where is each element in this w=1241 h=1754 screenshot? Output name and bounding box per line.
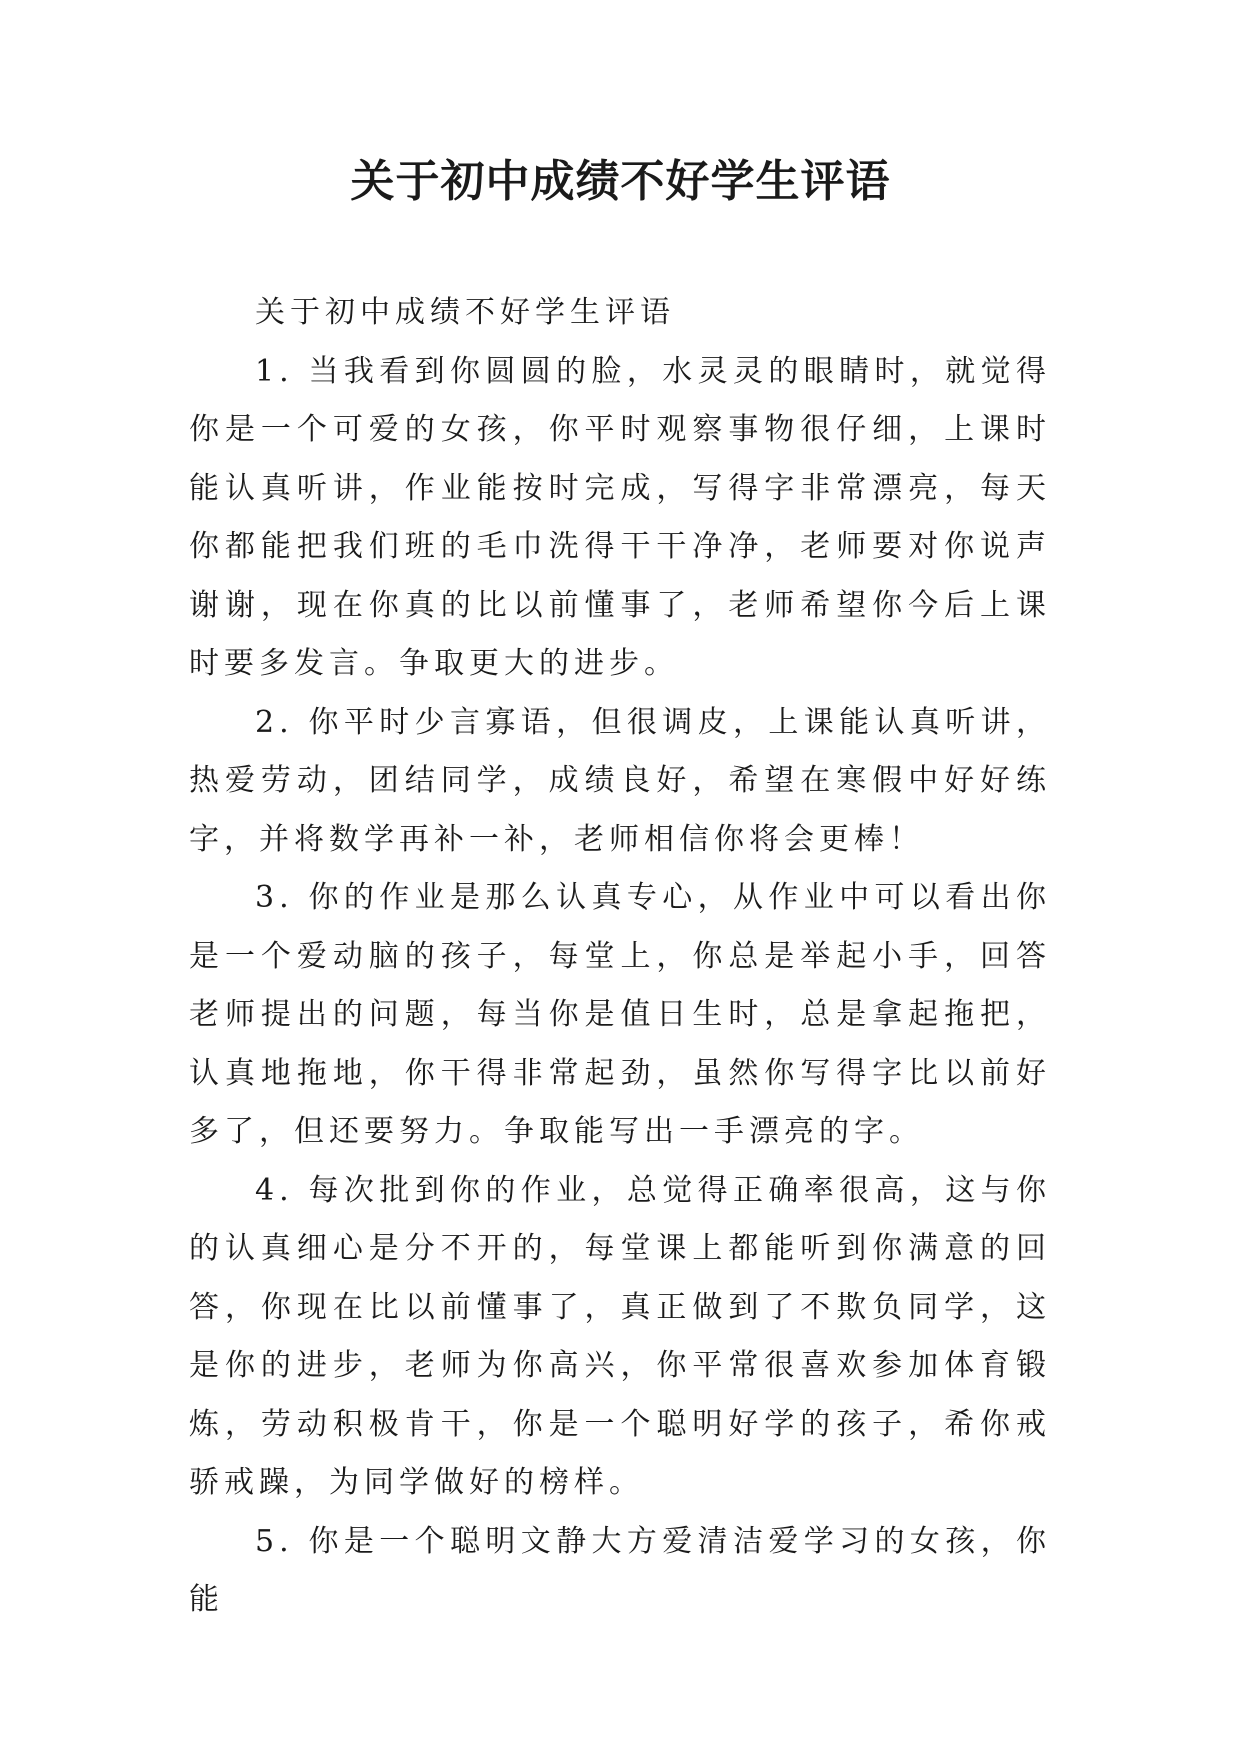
- comment-paragraph-1: 1. 当我看到你圆圆的脸，水灵灵的眼睛时，就觉得你是一个可爱的女孩，你平时观察事物很仔细，上课时能认真听讲，作业能按时完成，写得字非常漂亮，每天你都能把我们班的毛巾洗得干干净净，老师要对你说声谢谢，现在你真的比以前懂事了，老师希望你今后上课时要多发言。争取更大的进步。: [189, 353, 1051, 681]
- comment-paragraph-5: 5. 你是一个聪明文静大方爱清洁爱学习的女孩，你能: [189, 1523, 1051, 1617]
- comment-paragraph-2: 2. 你平时少言寡语，但很调皮，上课能认真听讲，热爱劳动，团结同学，成绩良好，希望在寒假中好好练字，并将数学再补一补，老师相信你将会更棒！: [189, 704, 1051, 857]
- document-subtitle: 关于初中成绩不好学生评语: [255, 295, 675, 330]
- comment-paragraph-3: 3. 你的作业是那么认真专心，从作业中可以看出你是一个爱动脑的孩子，每堂上，你总是举起小手，回答老师提出的问题，每当你是值日生时，总是拿起拖把，认真地拖地，你干得非常起劲，虽然你写得字比以前好多了，但还要努力。争取能写出一手漂亮的字。: [189, 880, 1051, 1149]
- comment-paragraph-4: 4. 每次批到你的作业，总觉得正确率很高，这与你的认真细心是分不开的，每堂课上都能听到你满意的回答，你现在比以前懂事了，真正做到了不欺负同学，这是你的进步，老师为你高兴，你平常很喜欢参加体育锻炼，劳动积极肯干，你是一个聪明好学的孩子，希你戒骄戒躁，为同学做好的榜样。: [189, 1172, 1051, 1500]
- document-body: [189, 284, 1051, 1630]
- document-title: 关于初中成绩不好学生评语: [350, 156, 891, 207]
